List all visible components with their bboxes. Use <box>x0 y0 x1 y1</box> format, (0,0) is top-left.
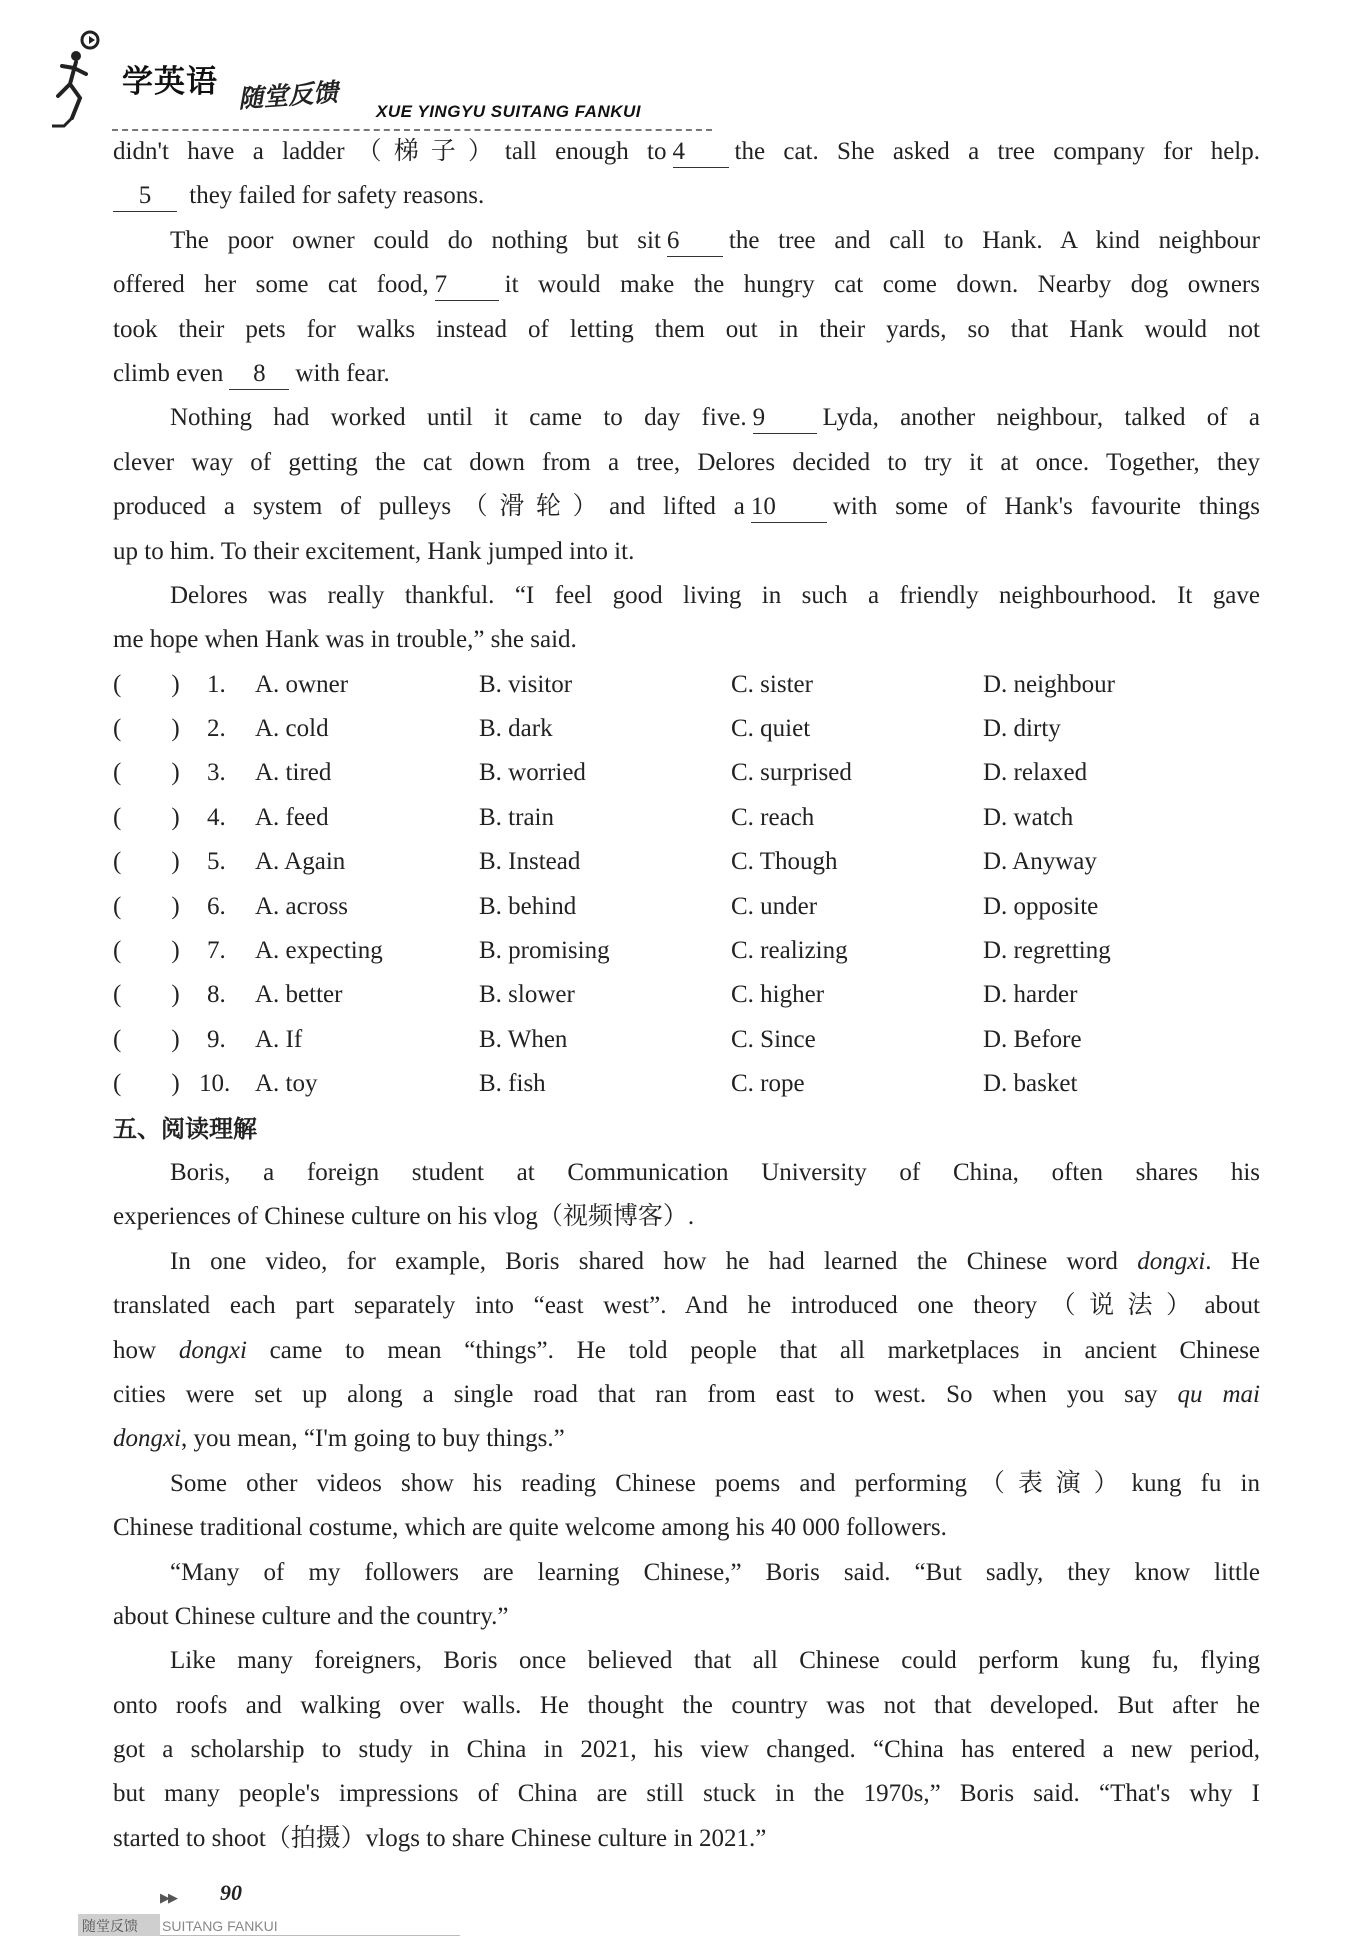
answer-paren[interactable]: ( ) <box>113 981 180 1009</box>
passage-line <box>113 263 1260 307</box>
option-a: A. toy <box>255 1070 318 1098</box>
option-d: D. regretting <box>983 937 1111 965</box>
question-number: 1. <box>207 670 226 698</box>
answer-paren[interactable]: ( ) <box>113 803 180 831</box>
option-c: C. quiet <box>731 715 811 743</box>
italic-word: dongxi <box>1137 1247 1206 1275</box>
option-b: B. When <box>479 1025 568 1053</box>
reading-line: got a scholarship to study in China in 2021, his view changed. “China has entered a new period, <box>113 1736 1260 1764</box>
question-row <box>113 796 1260 840</box>
passage-line: Delores was really thankful. “I feel good living in such a friendly neighbourhood. It gave <box>170 581 1260 609</box>
option-b: B. behind <box>479 892 577 920</box>
passage-line: clever way of getting the cat down from a tree, Delores decided to try it at once. Together, they <box>113 448 1260 476</box>
reading-line: onto roofs and walking over walls. He thought the country was not that developed. But after he <box>113 1691 1260 1719</box>
text-segment: with fear. <box>295 359 390 387</box>
option-d: D. opposite <box>983 892 1099 920</box>
option-c: C. under <box>731 892 818 920</box>
question-row <box>113 1062 1260 1106</box>
question-number: 9. <box>207 1025 226 1053</box>
option-c: C. realizing <box>731 937 848 965</box>
runner-logo-icon <box>50 26 130 131</box>
passage-line <box>113 485 1260 529</box>
text-segment: , you mean, “I'm going to buy things.” <box>181 1425 565 1453</box>
text-segment: came to mean “things”. He told people that all marketplaces in ancient Chinese <box>269 1336 1261 1364</box>
option-a: A. If <box>255 1025 303 1053</box>
footer-label-en: SUITANG FANKUI <box>162 1918 278 1934</box>
text-segment: produced a system of pulleys（滑轮）and lifted a <box>113 493 745 521</box>
reading-line: Some other videos show his reading Chinese poems and performing（表演）kung fu in <box>170 1469 1260 1497</box>
passage-line <box>113 396 1260 440</box>
reading-line: started to shoot（拍摄）vlogs to share Chinese culture in 2021.” <box>113 1824 767 1852</box>
option-b: B. slower <box>479 981 575 1009</box>
header-cn-title: 学英语 <box>122 64 218 100</box>
reading-line <box>113 1329 1260 1373</box>
option-c: C. Though <box>731 848 838 876</box>
question-row <box>113 707 1260 751</box>
text-segment: they failed for safety reasons. <box>189 182 485 210</box>
question-number: 3. <box>207 759 226 787</box>
text-segment: offered her some cat food, <box>113 271 429 299</box>
text-segment: the cat. She asked a tree company for help. <box>734 138 1260 165</box>
text-segment: climb even <box>113 359 224 387</box>
page-footer <box>78 1878 478 1938</box>
question-row <box>113 929 1260 973</box>
passage-line: me hope when Hank was in trouble,” she said. <box>113 626 577 654</box>
text-segment: it would make the hungry cat come down. Nearby dog owners <box>504 271 1260 299</box>
blank-5[interactable]: 5 <box>113 181 177 212</box>
option-b: B. Instead <box>479 848 581 876</box>
question-number: 10. <box>199 1070 231 1098</box>
blank-8[interactable]: 8 <box>229 359 289 390</box>
text-segment: cities were set up along a single road that ran from east to west. So when you say <box>113 1380 1158 1408</box>
answer-paren[interactable]: ( ) <box>113 892 180 920</box>
option-b: B. fish <box>479 1070 546 1098</box>
option-c: C. Since <box>731 1025 816 1053</box>
question-number: 6. <box>207 892 226 920</box>
text-segment: the tree and call to Hank. A kind neighbour <box>728 226 1260 254</box>
options-list <box>113 663 1260 1107</box>
option-d: D. relaxed <box>983 759 1088 787</box>
question-number: 7. <box>207 937 226 965</box>
option-d: D. Anyway <box>983 848 1097 876</box>
option-a: A. across <box>255 892 349 920</box>
header-cn-subtitle: 随堂反馈 <box>237 77 340 114</box>
option-c: C. rope <box>731 1070 805 1098</box>
option-c: C. surprised <box>731 759 852 787</box>
blank-10[interactable]: 10 <box>751 492 827 523</box>
answer-paren[interactable]: ( ) <box>113 1070 180 1098</box>
text-segment: didn't have a ladder（梯子）tall enough to <box>113 138 667 165</box>
question-row <box>113 751 1260 795</box>
reading-line <box>113 1373 1260 1417</box>
option-d: D. Before <box>983 1025 1082 1053</box>
footer-label-cn: 随堂反馈 <box>82 1919 138 1935</box>
option-a: A. cold <box>255 715 329 743</box>
option-c: C. sister <box>731 670 813 698</box>
option-a: A. feed <box>255 803 329 831</box>
reading-line <box>113 1417 1260 1461</box>
reading-line: Chinese traditional costume, which are quite welcome among his 40 000 followers. <box>113 1514 947 1542</box>
blank-7[interactable]: 7 <box>435 270 499 301</box>
option-b: B. train <box>479 803 554 831</box>
answer-paren[interactable]: ( ) <box>113 715 180 743</box>
option-a: A. Again <box>255 848 346 876</box>
passage-line: took their pets for walks instead of letting them out in their yards, so that Hank would not <box>113 315 1260 343</box>
option-b: B. visitor <box>479 670 573 698</box>
passage-line: up to him. To their excitement, Hank jumped into it. <box>113 537 635 565</box>
reading-line: but many people's impressions of China are still stuck in the 1970s,” Boris said. “That's why I <box>113 1780 1260 1808</box>
blank-6[interactable]: 6 <box>667 226 723 257</box>
reading-line: translated each part separately into “east west”. And he introduced one theory（说法）about <box>113 1292 1260 1320</box>
reading-line: “Many of my followers are learning Chinese,” Boris said. “But sadly, they know little <box>170 1558 1260 1586</box>
option-d: D. dirty <box>983 715 1061 743</box>
text-segment: how <box>113 1336 157 1364</box>
text-segment: The poor owner could do nothing but sit <box>170 226 661 254</box>
question-row <box>113 1018 1260 1062</box>
reading-line: about Chinese culture and the country.” <box>113 1602 509 1630</box>
option-a: A. better <box>255 981 343 1009</box>
option-b: B. worried <box>479 759 586 787</box>
passage-line <box>113 130 1260 174</box>
option-d: D. neighbour <box>983 670 1115 698</box>
question-row <box>113 973 1260 1017</box>
text-segment: . He <box>1205 1247 1261 1275</box>
answer-paren[interactable]: ( ) <box>113 759 180 787</box>
page-number: 90 <box>220 1880 242 1905</box>
header-en-title: XUE YINGYU SUITANG FANKUI <box>376 102 642 121</box>
question-row <box>113 885 1260 929</box>
arrow-icon: ▶▶ <box>160 1890 176 1905</box>
option-d: D. basket <box>983 1070 1078 1098</box>
option-c: C. reach <box>731 803 815 831</box>
passage-line <box>113 219 1260 263</box>
answer-paren[interactable]: ( ) <box>113 937 180 965</box>
blank-9[interactable]: 9 <box>753 403 817 434</box>
blank-4[interactable]: 4 <box>673 137 729 168</box>
option-d: D. watch <box>983 803 1074 831</box>
page-content <box>113 130 1260 1861</box>
text-segment: with some of Hank's favourite things <box>832 493 1261 521</box>
passage-line <box>113 174 1260 218</box>
italic-word: dongxi <box>113 1425 182 1453</box>
italic-word: dongxi <box>178 1336 247 1364</box>
answer-paren[interactable]: ( ) <box>113 848 180 876</box>
option-b: B. promising <box>479 937 610 965</box>
option-b: B. dark <box>479 715 553 743</box>
question-row <box>113 840 1260 884</box>
option-a: A. owner <box>255 670 349 698</box>
text-segment: Lyda, another neighbour, talked of a <box>822 404 1260 432</box>
text-segment: Nothing had worked until it came to day five. <box>170 404 747 432</box>
reading-line: Boris, a foreign student at Communication University of China, often shares his <box>170 1158 1260 1186</box>
passage-line <box>113 352 1260 396</box>
page-header <box>50 18 670 123</box>
question-row <box>113 663 1260 707</box>
question-number: 8. <box>207 981 226 1009</box>
option-a: A. expecting <box>255 937 383 965</box>
option-a: A. tired <box>255 759 332 787</box>
question-number: 2. <box>207 715 226 743</box>
reading-line: Like many foreigners, Boris once believed that all Chinese could perform kung fu, flying <box>170 1647 1260 1675</box>
answer-paren[interactable]: ( ) <box>113 1025 180 1053</box>
answer-paren[interactable]: ( ) <box>113 670 180 698</box>
option-c: C. higher <box>731 981 825 1009</box>
question-number: 5. <box>207 848 226 876</box>
italic-word: qu mai <box>1177 1380 1261 1408</box>
section-title: 五、阅读理解 <box>113 1114 257 1143</box>
reading-line <box>113 1240 1260 1284</box>
option-d: D. harder <box>983 981 1078 1009</box>
question-number: 4. <box>207 803 226 831</box>
footer-rule <box>160 1935 460 1936</box>
reading-line: experiences of Chinese culture on his vlog（视频博客）. <box>113 1203 695 1231</box>
text-segment: In one video, for example, Boris shared how he had learned the Chinese word <box>170 1247 1118 1275</box>
